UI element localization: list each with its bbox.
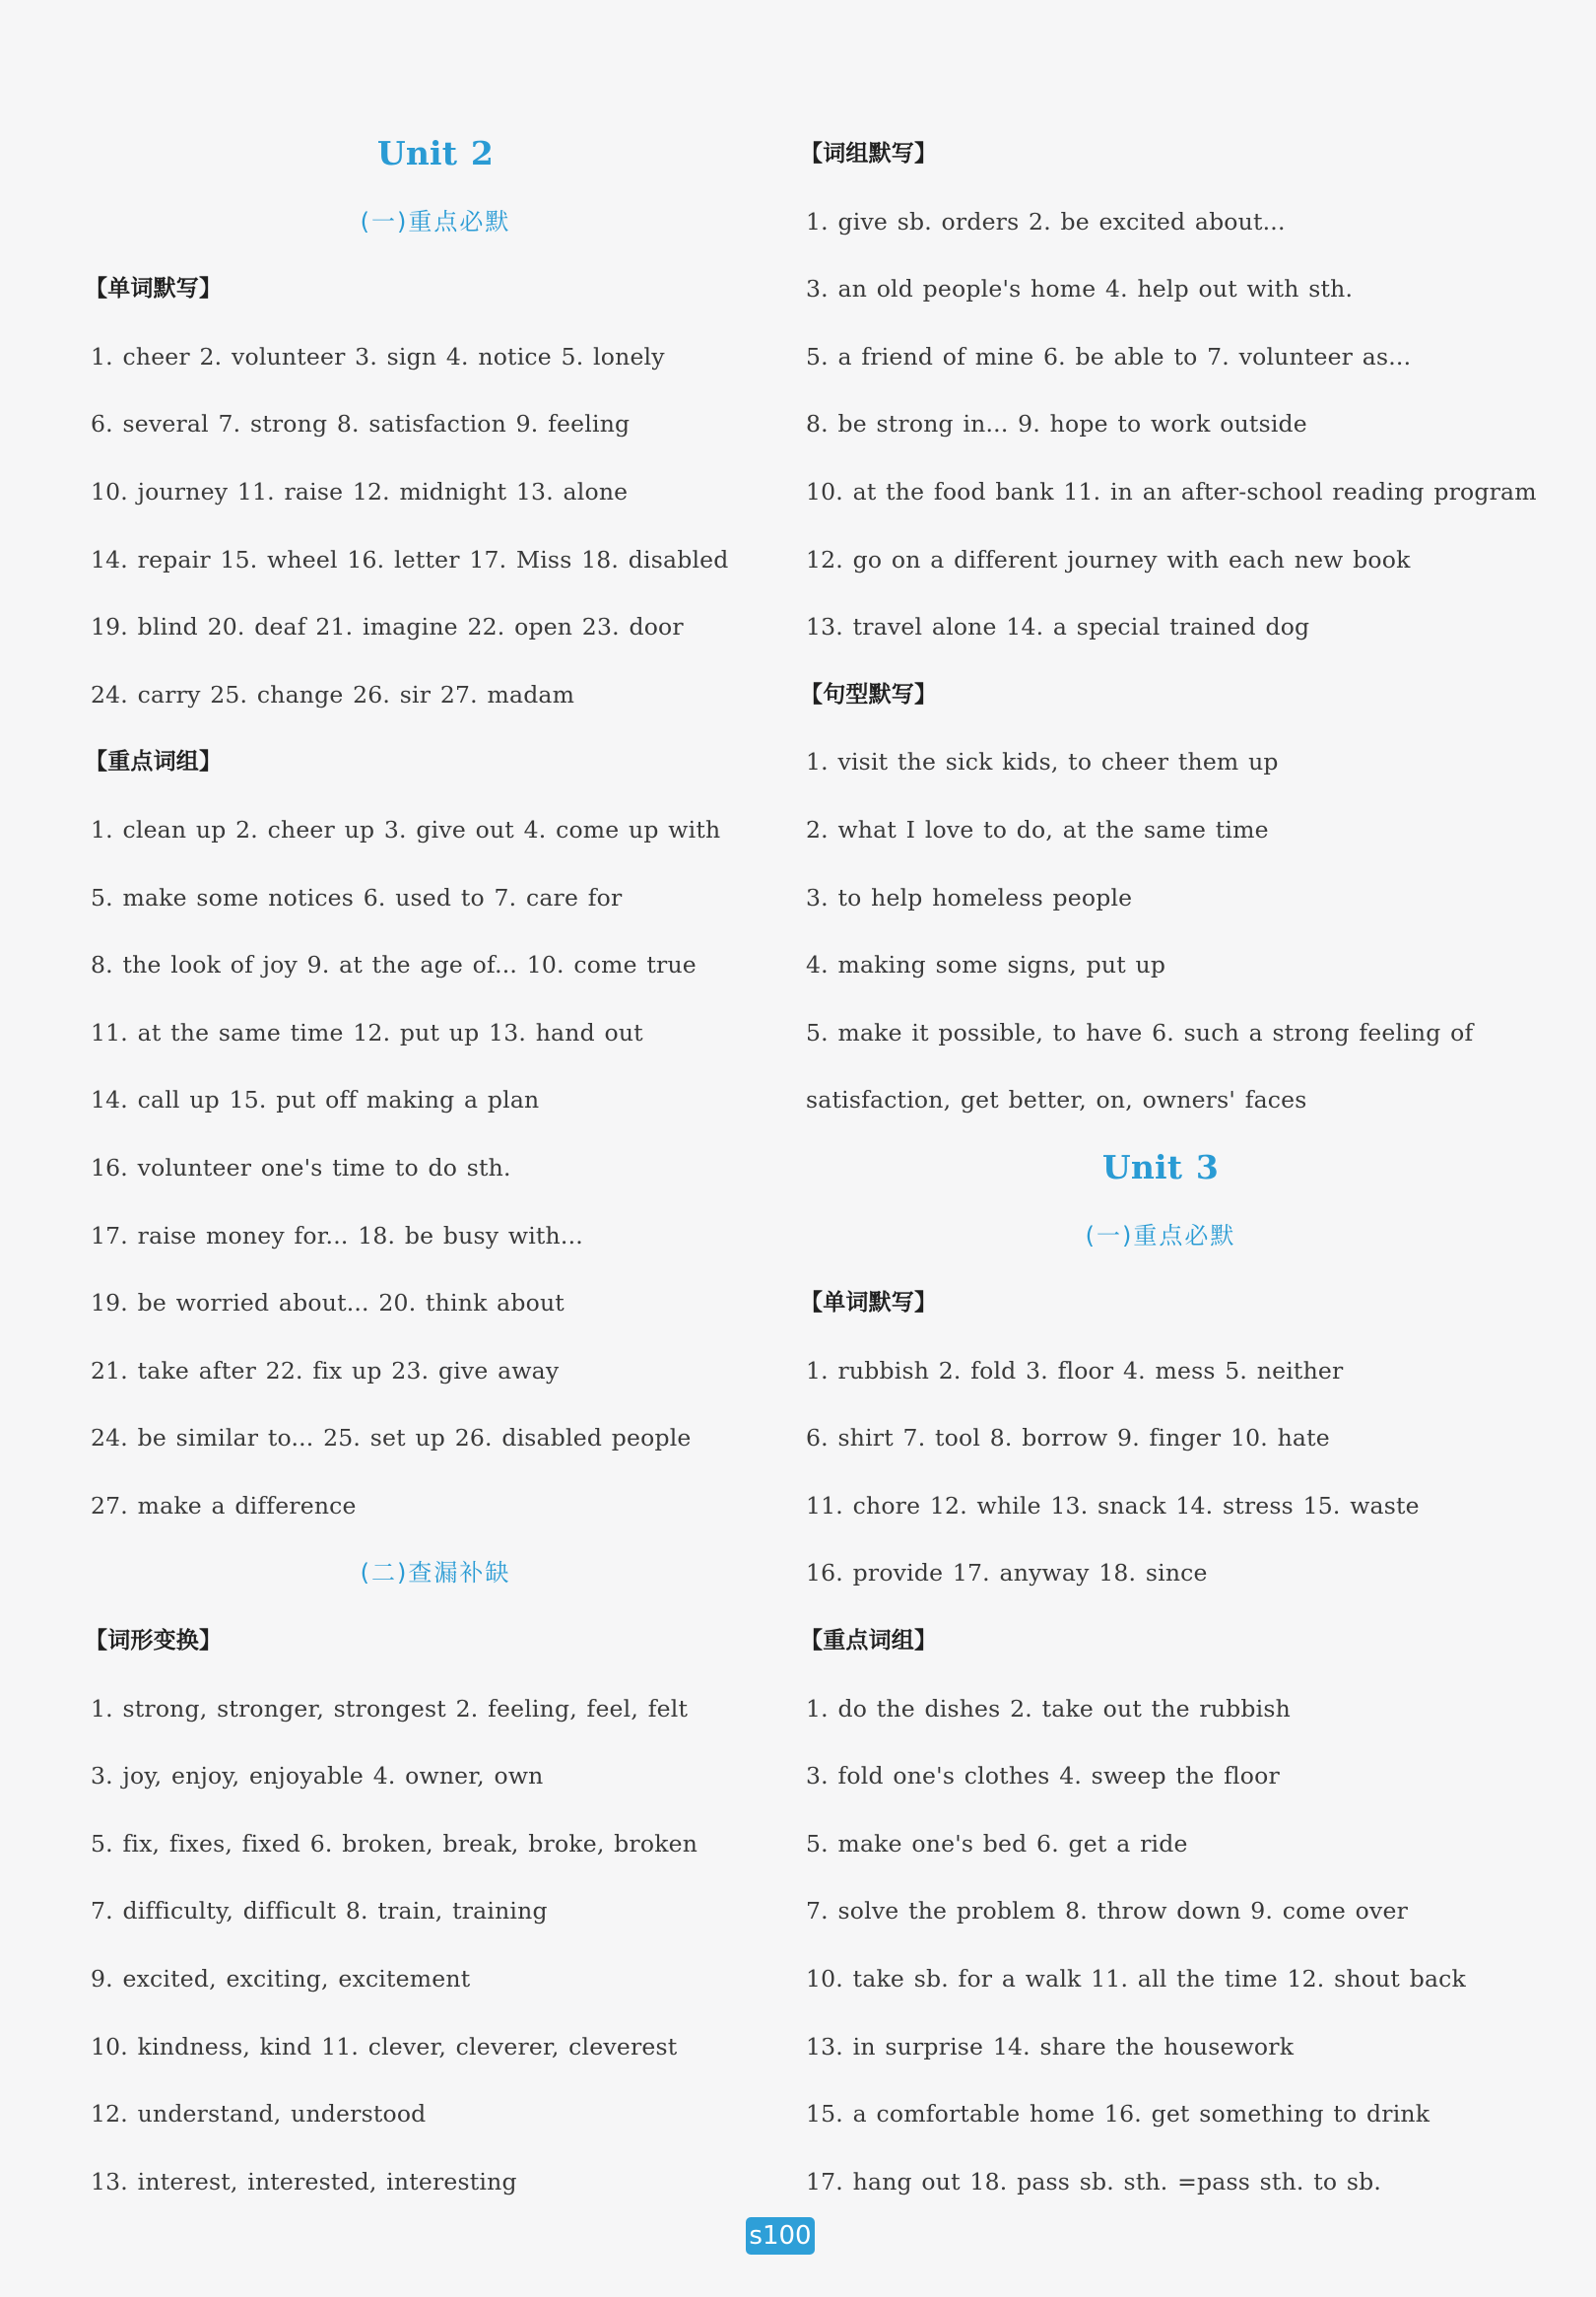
answer-line: 14. call up 15. put off making a plan xyxy=(91,1086,540,1115)
answer-line: 13. in surprise 14. share the housework xyxy=(806,2032,1295,2061)
answer-line: 15. a comfortable home 16. get something to drink xyxy=(806,2100,1430,2128)
right-column xyxy=(800,120,1537,2215)
answer-line: 5. make some notices 6. used to 7. care for xyxy=(91,883,623,912)
answer-line: 6. shirt 7. tool 8. borrow 9. finger 10. hate xyxy=(806,1424,1330,1453)
answer-line: 11. at the same time 12. put up 13. hand out xyxy=(91,1018,643,1047)
unit-title: Unit 3 xyxy=(1101,1147,1220,1186)
answer-line: 24. be similar to... 25. set up 26. disabled people xyxy=(91,1424,692,1453)
section-heading: 【词形变换】 xyxy=(85,1628,223,1655)
answer-line: 8. the look of joy 9. at the age of... 10. come true xyxy=(91,951,697,980)
answer-line: 17. raise money for... 18. be busy with... xyxy=(91,1221,583,1250)
answer-line: 1. cheer 2. volunteer 3. sign 4. notice 5. lonely xyxy=(91,342,665,371)
answer-line: 1. do the dishes 2. take out the rubbish xyxy=(806,1694,1291,1723)
answer-line: 11. chore 12. while 13. snack 14. stress 15. waste xyxy=(806,1491,1420,1520)
answer-line: 5. make one's bed 6. get a ride xyxy=(806,1829,1188,1858)
answer-line: 19. blind 20. deaf 21. imagine 22. open 23. door xyxy=(91,613,684,642)
answer-line: 13. interest, interested, interesting xyxy=(91,2167,517,2196)
answer-line: 3. joy, enjoy, enjoyable 4. owner, own xyxy=(91,1762,544,1790)
answer-line: 16. provide 17. anyway 18. since xyxy=(806,1559,1208,1588)
unit-title: Unit 2 xyxy=(376,134,495,172)
answer-line: 3. to help homeless people xyxy=(806,883,1133,912)
answer-line: 21. take after 22. fix up 23. give away xyxy=(91,1356,560,1385)
left-column xyxy=(85,120,780,2215)
answer-line: 5. fix, fixes, fixed 6. broken, break, broke, broken xyxy=(91,1829,698,1858)
answer-line: 12. go on a different journey with each new book xyxy=(806,545,1411,574)
answer-line: 5. a friend of mine 6. be able to 7. volunteer as... xyxy=(806,342,1412,371)
section-heading: 【单词默写】 xyxy=(85,276,223,303)
answer-line: 9. excited, exciting, excitement xyxy=(91,1965,471,1993)
answer-line: 7. solve the problem 8. throw down 9. come over xyxy=(806,1897,1409,1925)
answer-line: 13. travel alone 14. a special trained dog xyxy=(806,613,1310,642)
answer-line: 7. difficulty, difficult 8. train, training xyxy=(91,1897,548,1925)
answer-line: satisfaction, get better, on, owners' faces xyxy=(806,1086,1307,1115)
answer-line: 1. strong, stronger, strongest 2. feeling, feel, felt xyxy=(91,1694,689,1723)
answer-line: 8. be strong in... 9. hope to work outside xyxy=(806,410,1307,439)
answer-line: 2. what I love to do, at the same time xyxy=(806,815,1269,844)
section-subtitle: (一)重点必默 xyxy=(1085,1221,1236,1250)
answer-line: 24. carry 25. change 26. sir 27. madam xyxy=(91,680,575,709)
page-number-badge: s100 xyxy=(746,2217,815,2255)
answer-line: 10. at the food bank 11. in an after-school reading program xyxy=(806,477,1537,506)
answer-line: 1. visit the sick kids, to cheer them up xyxy=(806,748,1279,777)
answer-line: 1. rubbish 2. fold 3. floor 4. mess 5. neither xyxy=(806,1356,1344,1385)
answer-line: 12. understand, understood xyxy=(91,2100,427,2128)
answer-line: 5. make it possible, to have 6. such a strong feeling of xyxy=(806,1018,1474,1047)
section-heading: 【重点词组】 xyxy=(85,749,223,776)
section-heading: 【词组默写】 xyxy=(800,141,938,167)
answer-line: 27. make a difference xyxy=(91,1491,357,1520)
answer-line: 1. clean up 2. cheer up 3. give out 4. come up with xyxy=(91,815,721,844)
answer-line: 10. journey 11. raise 12. midnight 13. alone xyxy=(91,477,629,506)
section-heading: 【句型默写】 xyxy=(800,681,938,708)
answer-line: 1. give sb. orders 2. be excited about... xyxy=(806,207,1286,236)
answer-line: 19. be worried about... 20. think about xyxy=(91,1289,565,1317)
answer-line: 17. hang out 18. pass sb. sth. =pass sth. to sb. xyxy=(806,2167,1382,2196)
answer-line: 6. several 7. strong 8. satisfaction 9. feeling xyxy=(91,410,631,439)
answer-line: 10. take sb. for a walk 11. all the time 12. shout back xyxy=(806,1965,1466,1993)
answer-line: 16. volunteer one's time to do sth. xyxy=(91,1153,511,1182)
answer-line: 3. an old people's home 4. help out with sth. xyxy=(806,275,1354,304)
section-heading: 【重点词组】 xyxy=(800,1628,938,1655)
answer-line: 3. fold one's clothes 4. sweep the floor xyxy=(806,1762,1280,1790)
section-subtitle: (一)重点必默 xyxy=(360,207,511,236)
section-subtitle: (二)查漏补缺 xyxy=(360,1559,511,1588)
answer-line: 14. repair 15. wheel 16. letter 17. Miss 18. disabled xyxy=(91,545,729,574)
section-heading: 【单词默写】 xyxy=(800,1290,938,1317)
answer-line: 10. kindness, kind 11. clever, cleverer, cleverest xyxy=(91,2032,678,2061)
answer-line: 4. making some signs, put up xyxy=(806,951,1166,980)
